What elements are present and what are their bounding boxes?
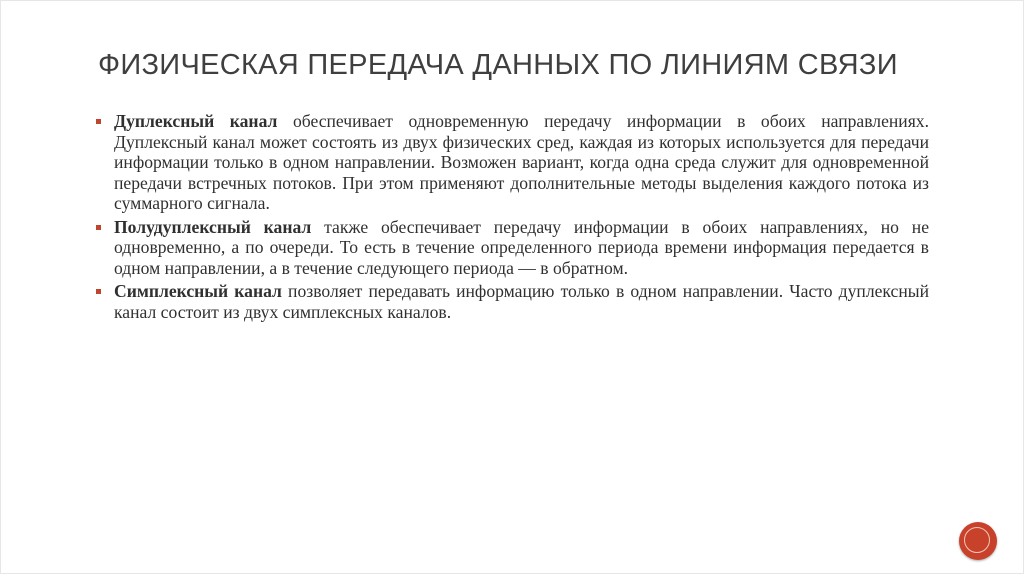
list-item — [96, 281, 929, 322]
bullet-description: обеспечивает одновременную передачу информации в обоих направлениях. Дуплексный канал может состоять из двух физических сред, каждая из которых используется для передачи информации только в одном направлении. Возможен вариант, когда одна среда служит для одновременной передачи встречных потоков. При этом применяют дополнительные методы выделения каждого потока из суммарного сигнала. — [114, 111, 929, 213]
slide-nav-button[interactable] — [959, 522, 997, 560]
square-bullet-icon — [96, 289, 101, 294]
bullet-description: позволяет передавать информацию только в одном направлении. Часто дуплексный канал состоит из двух симплексных каналов. — [114, 281, 929, 322]
square-bullet-icon — [96, 119, 101, 124]
list-item — [96, 217, 929, 279]
bullet-text — [114, 111, 929, 214]
bullet-text — [114, 281, 929, 322]
square-bullet-icon — [96, 225, 101, 230]
bullet-term: Полудуплексный канал — [114, 216, 312, 237]
list-item — [96, 111, 929, 214]
bullet-term: Дуплексный канал — [114, 111, 278, 131]
bullet-term: Симплексный канал — [114, 281, 282, 301]
bullet-text — [114, 217, 929, 279]
slide-title: ФИЗИЧЕСКАЯ ПЕРЕДАЧА ДАННЫХ ПО ЛИНИЯМ СВЯЗИ — [98, 49, 898, 81]
bullet-description: также обеспечивает передачу информации в обоих направлениях, но не одновременно, а по очереди. То есть в течение определенного периода времени информация передается в одном направлении, а в течение следующего периода — в обратном. — [114, 216, 929, 278]
bullet-list — [96, 111, 929, 325]
circle-nav-icon — [964, 527, 990, 553]
